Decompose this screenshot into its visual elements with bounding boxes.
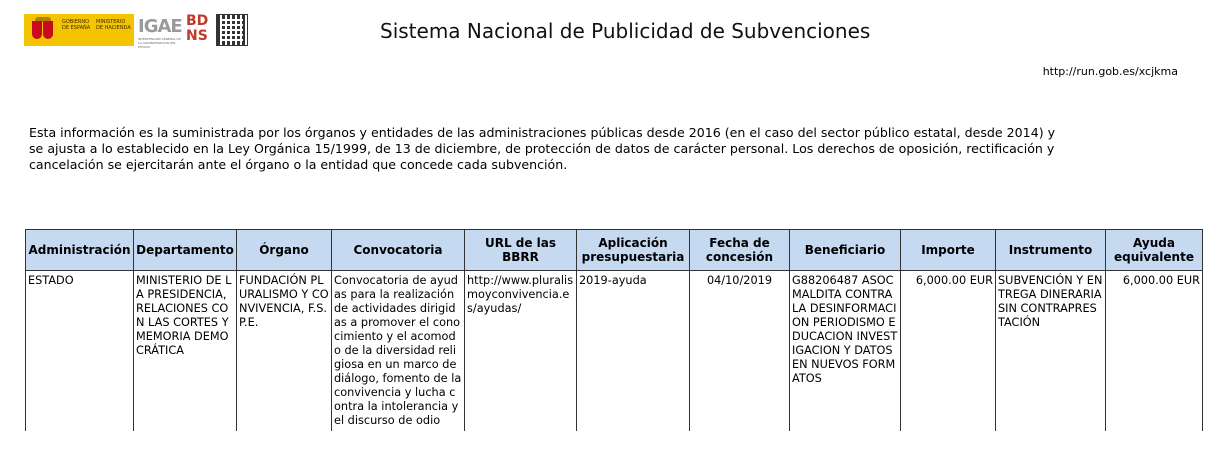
cell-ayuda: 6,000.00 EUR	[1106, 271, 1203, 432]
cell-convocatoria: Convocatoria de ayudas para la realización de actividades dirigidas a promover el conocimiento y el acomodo de la diversidad religiosa en un marco de diálogo, fomento de la convivencia y lucha contra la intolerancia y el discurso de odio	[332, 271, 465, 432]
cell-instrumento: SUBVENCIÓN Y ENTREGA DINERARIA SIN CONTRAPRESTACIÓN	[996, 271, 1106, 432]
intro-text: Esta información es la suministrada por los órganos y entidades de las administraciones públicas desde 2016 (en el caso del sector público estatal, desde 2014) y se ajusta a lo establecido en la Ley Orgánica 15/1999, de 13 de diciembre, de protección de datos de carácter personal. Los derechos de oposición, rectificación y cancelación se ejercitarán ante el órgano o la entidad que concede cada subvención.	[29, 125, 1056, 172]
col-administracion: Administración	[26, 230, 134, 271]
grants-table	[25, 229, 1203, 431]
page-title: Sistema Nacional de Publicidad de Subvenciones	[380, 19, 871, 43]
gobierno-logo	[24, 14, 134, 46]
col-organo: Órgano	[237, 230, 332, 271]
bdns-logo	[186, 14, 212, 46]
col-fecha: Fecha de concesión	[690, 230, 790, 271]
cell-administracion: ESTADO	[26, 271, 134, 432]
cell-fecha: 04/10/2019	[690, 271, 790, 432]
qr-code-icon	[216, 14, 248, 46]
table-header-row	[26, 230, 1203, 271]
col-aplicacion: Aplicación presupuestaria	[577, 230, 690, 271]
bdns-text-2: NS	[186, 28, 208, 44]
col-importe: Importe	[901, 230, 996, 271]
igae-logo	[138, 14, 182, 49]
col-convocatoria: Convocatoria	[332, 230, 465, 271]
col-instrumento: Instrumento	[996, 230, 1106, 271]
bdns-text-1: BD	[186, 13, 209, 29]
header-logos	[24, 13, 248, 47]
cell-departamento: MINISTERIO DE LA PRESIDENCIA, RELACIONES CON LAS CORTES Y MEMORIA DEMOCRÁTICA	[134, 271, 237, 432]
cell-url-bbrr[interactable]: http://www.pluralismoyconvivencia.es/ayudas/	[465, 271, 577, 432]
coat-of-arms-icon	[32, 17, 54, 43]
cell-importe: 6,000.00 EUR	[901, 271, 996, 432]
cell-organo: FUNDACIÓN PLURALISMO Y CONVIVENCIA, F.S.P.E.	[237, 271, 332, 432]
gobierno-text: GOBIERNO DE ESPAÑA	[62, 19, 91, 31]
ministerio-text: MINISTERIO DE HACIENDA	[96, 19, 131, 31]
col-beneficiario: Beneficiario	[790, 230, 901, 271]
col-ayuda: Ayuda equivalente	[1106, 230, 1203, 271]
col-url-bbrr: URL de las BBRR	[465, 230, 577, 271]
short-url-link[interactable]: http://run.gob.es/xcjkma	[1042, 65, 1178, 78]
cell-beneficiario: G88206487 ASOC MALDITA CONTRA LA DESINFORMACION PERIODISMO EDUCACION INVESTIGACION Y DATOS EN NUEVOS FORMATOS	[790, 271, 901, 432]
col-departamento: Departamento	[134, 230, 237, 271]
cell-aplicacion: 2019-ayuda	[577, 271, 690, 432]
igae-text: IGAE	[138, 16, 182, 37]
igae-subtext: INTERVENCIÓN GENERAL DE LA ADMINISTRACIÓN DEL ESTADO	[138, 37, 181, 49]
table-row	[26, 271, 1203, 432]
